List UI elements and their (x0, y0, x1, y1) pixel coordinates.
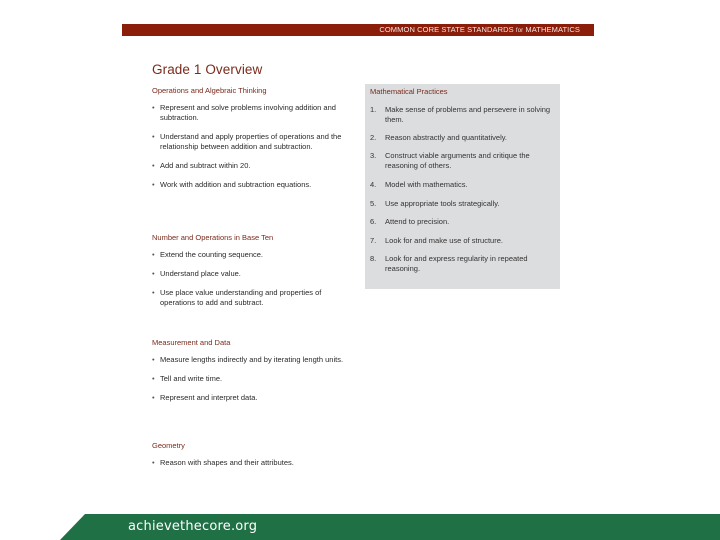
cluster-text: Reason with shapes and their attributes. (160, 458, 294, 467)
cluster-item (152, 180, 357, 190)
bullet-icon: • (152, 132, 155, 141)
domain-section (152, 233, 357, 317)
footer-link[interactable]: achievethecore.org (128, 519, 258, 534)
practice-text: Model with mathematics. (385, 180, 468, 189)
cluster-text: Measure lengths indirectly and by iterating length units. (160, 355, 344, 364)
cluster-text: Use place value understanding and properties of operations to add and subtract. (160, 288, 322, 307)
bullet-icon: • (152, 288, 155, 297)
practice-item (370, 199, 555, 209)
practice-item (370, 236, 555, 246)
cluster-item (152, 374, 357, 384)
footer-bar (0, 514, 720, 540)
practice-item (370, 217, 555, 227)
domain-title: Operations and Algebraic Thinking (152, 86, 267, 95)
domain-title: Measurement and Data (152, 338, 231, 347)
cluster-list (152, 103, 357, 190)
cluster-text: Work with addition and subtraction equations. (160, 180, 312, 189)
practice-text: Construct viable arguments and critique the reasoning of others. (385, 151, 530, 170)
practices-box (365, 84, 560, 289)
practice-number: 5. (370, 199, 377, 208)
cluster-item (152, 103, 357, 123)
bullet-icon: • (152, 161, 155, 170)
bullet-icon: • (152, 250, 155, 259)
header-title-part: COMMON CORE STATE STANDARDS (379, 25, 516, 34)
cluster-text: Represent and interpret data. (160, 393, 258, 402)
cluster-list (152, 250, 357, 308)
practice-number: 8. (370, 254, 377, 263)
domain-title: Number and Operations in Base Ten (152, 233, 274, 242)
practice-item (370, 180, 555, 190)
cluster-item (152, 250, 357, 260)
practice-item (370, 133, 555, 143)
header-title-part: MATHEMATICS (523, 25, 580, 34)
bullet-icon: • (152, 374, 155, 383)
header-title-for: for (515, 28, 524, 34)
practice-text: Use appropriate tools strategically. (385, 199, 500, 208)
practice-text: Attend to precision. (385, 217, 450, 226)
practice-text: Make sense of problems and persevere in solving them. (385, 105, 551, 124)
header-title (379, 25, 580, 36)
practice-text: Reason abstractly and quantitatively. (385, 133, 508, 142)
bullet-icon: • (152, 393, 155, 402)
footer-shape-icon (0, 514, 720, 540)
cluster-item (152, 393, 357, 403)
practice-item (370, 254, 555, 274)
practice-number: 6. (370, 217, 377, 226)
header-bar (122, 24, 594, 36)
cluster-text: Understand place value. (160, 269, 241, 278)
practice-text: Look for and make use of structure. (385, 236, 503, 245)
practice-item (370, 105, 555, 125)
practice-number: 4. (370, 180, 377, 189)
domain-title: Geometry (152, 441, 185, 450)
cluster-text: Extend the counting sequence. (160, 250, 263, 259)
practice-number: 2. (370, 133, 377, 142)
practice-number: 1. (370, 105, 377, 114)
cluster-item (152, 161, 357, 171)
bullet-icon: • (152, 269, 155, 278)
practice-text: Look for and express regularity in repeated reasoning. (385, 254, 528, 273)
cluster-text: Represent and solve problems involving addition and subtraction. (160, 103, 336, 122)
practice-number: 3. (370, 151, 377, 160)
cluster-text: Understand and apply properties of operations and the relationship between addition and subtraction. (160, 132, 342, 151)
page-title: Grade 1 Overview (152, 62, 263, 77)
practices-title: Mathematical Practices (370, 87, 448, 96)
cluster-item (152, 458, 357, 468)
bullet-icon: • (152, 180, 155, 189)
bullet-icon: • (152, 355, 155, 364)
cluster-item (152, 288, 357, 308)
cluster-item (152, 132, 357, 152)
cluster-text: Add and subtract within 20. (160, 161, 251, 170)
practice-item (370, 151, 555, 171)
bullet-icon: • (152, 103, 155, 112)
bullet-icon: • (152, 458, 155, 467)
cluster-list (152, 355, 357, 403)
practice-number: 7. (370, 236, 377, 245)
domain-section (152, 86, 357, 199)
domain-section (152, 441, 357, 477)
cluster-list (152, 458, 357, 468)
cluster-text: Tell and write time. (160, 374, 223, 383)
cluster-item (152, 355, 357, 365)
cluster-item (152, 269, 357, 279)
domain-section (152, 338, 357, 412)
